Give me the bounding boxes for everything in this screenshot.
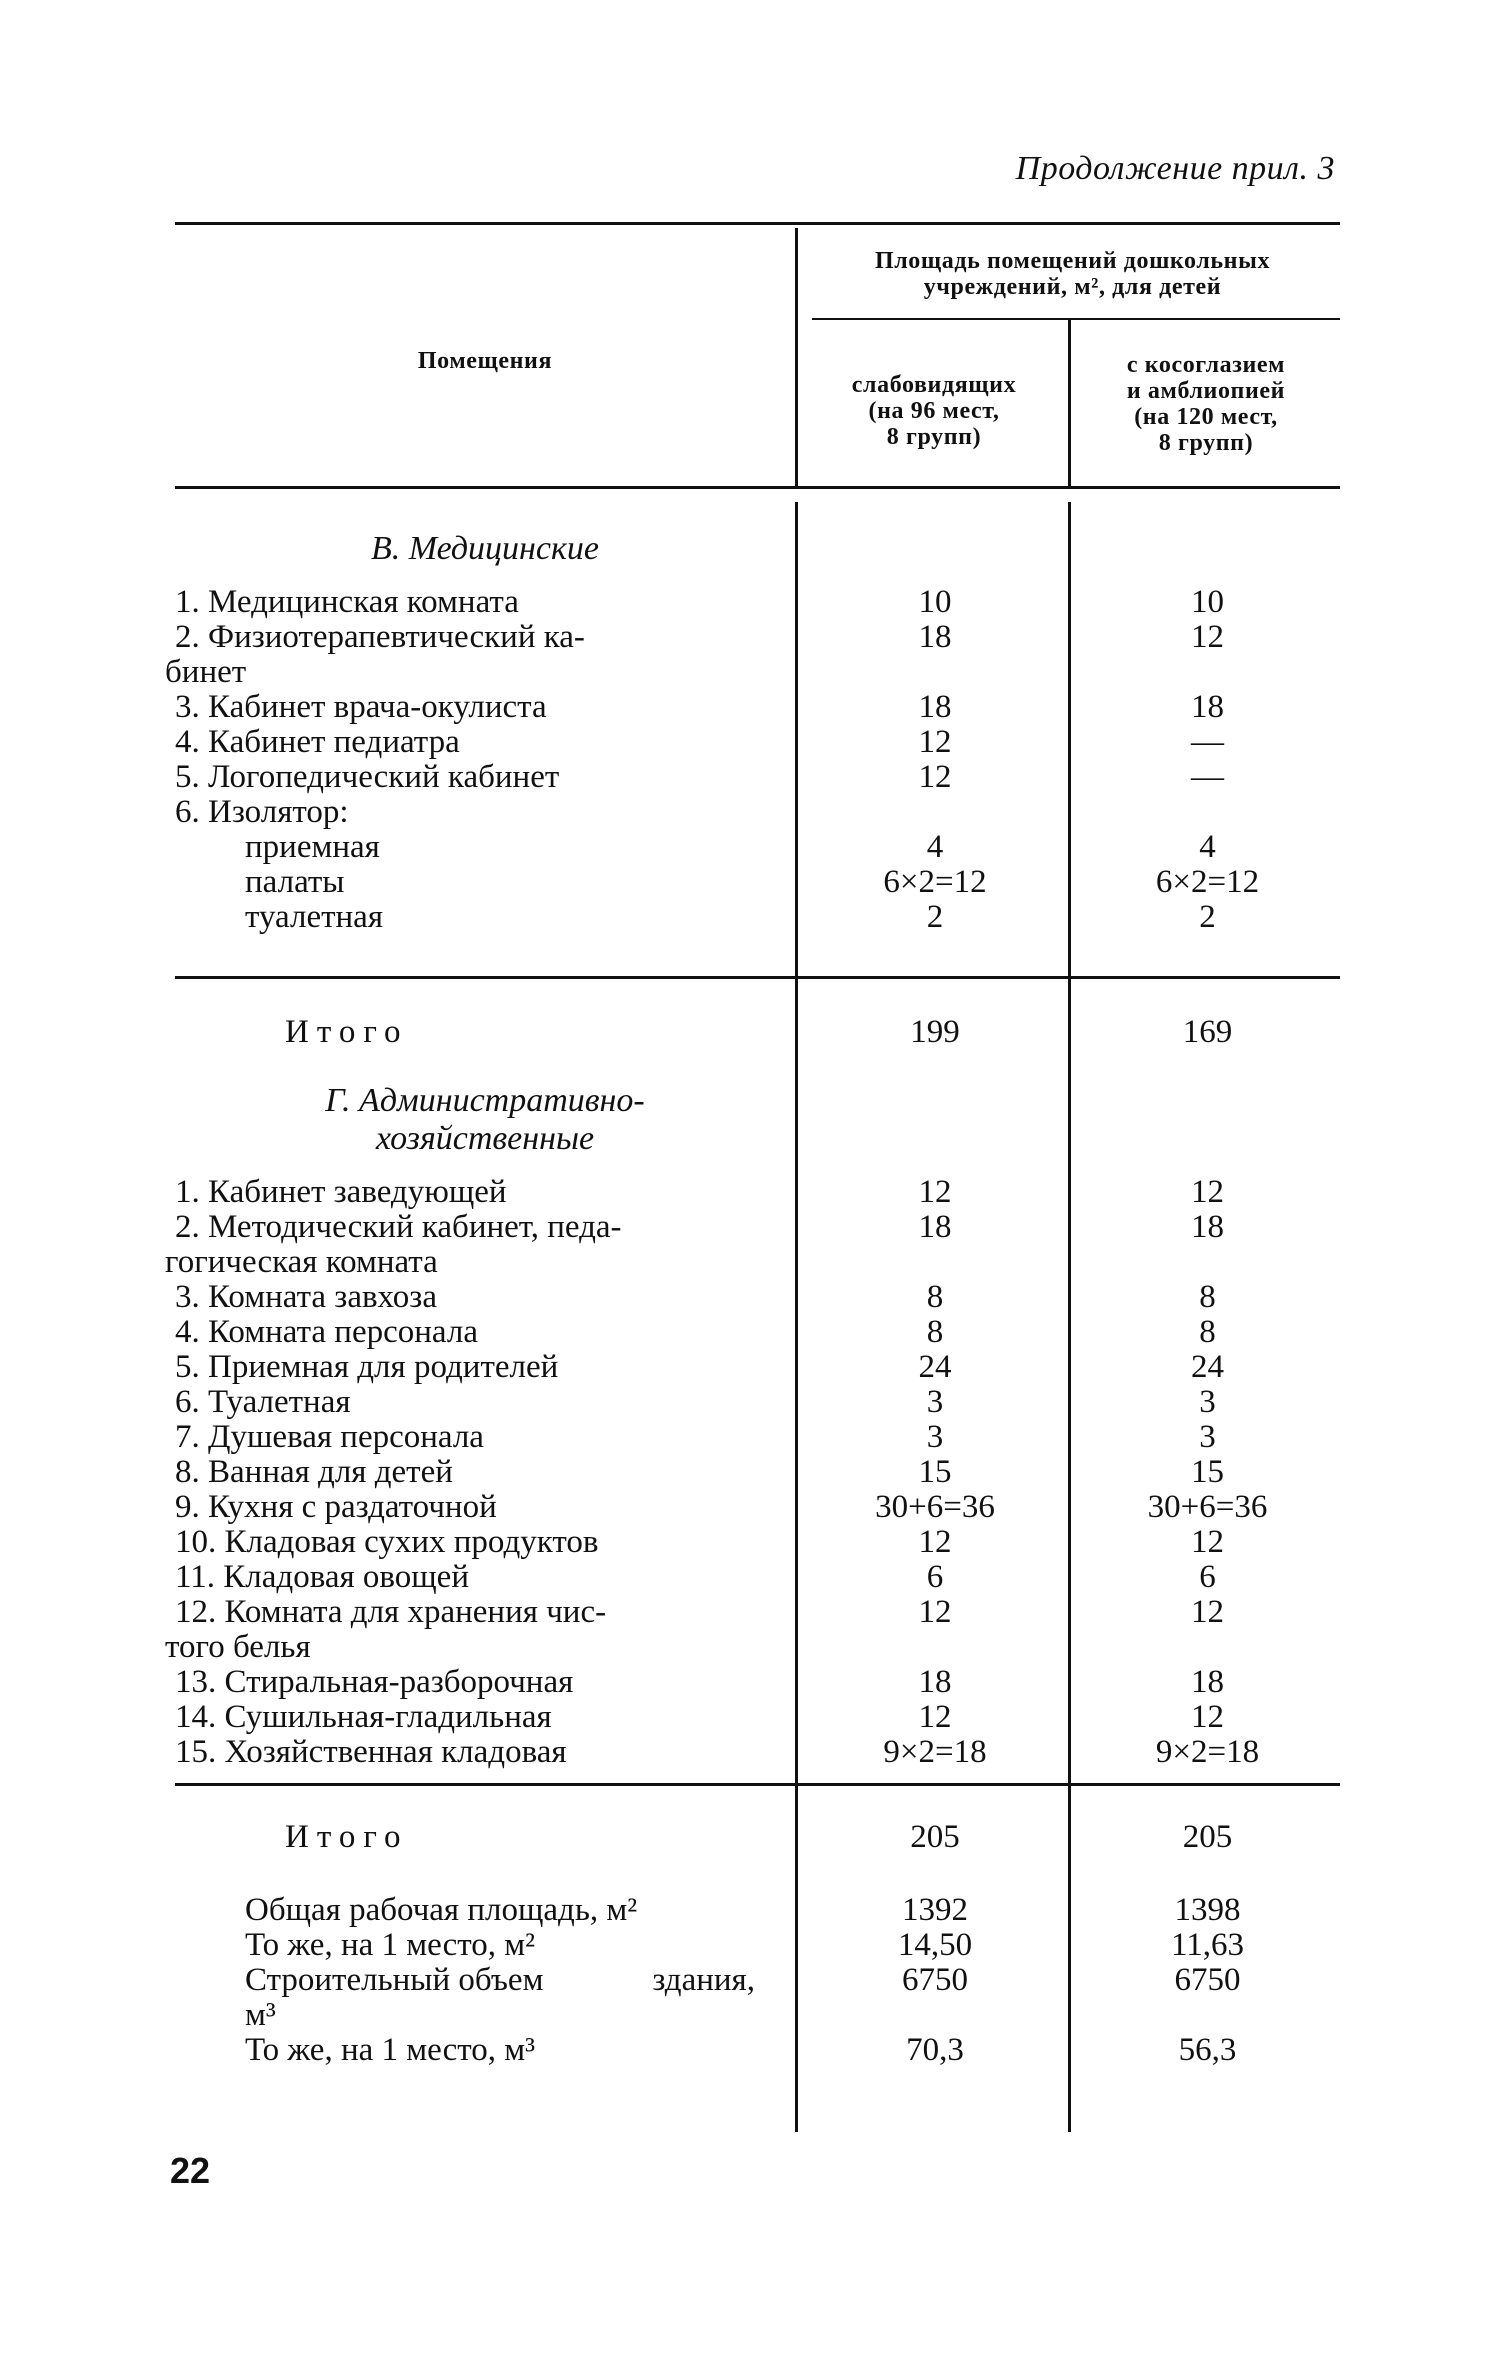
row-value-col2: 9×2=18 bbox=[1155, 1734, 1260, 1770]
summary-value-col2: 11,63 bbox=[1170, 1927, 1245, 1963]
row-value-col2: 12 bbox=[1191, 619, 1224, 655]
row-value-col1: 12 bbox=[918, 759, 952, 795]
total-label: Итого bbox=[285, 1819, 409, 1855]
row-value-col1: 12 bbox=[918, 1174, 952, 1210]
row-value-col2: 12 bbox=[1191, 1524, 1224, 1560]
row-value-col1: 8 bbox=[926, 1314, 944, 1350]
total-value-col2: 205 bbox=[1182, 1819, 1233, 1855]
row-label: 3. Комната завхоза bbox=[175, 1279, 437, 1315]
row-value-col2: 3 bbox=[1199, 1384, 1216, 1420]
row-label: 10. Кладовая сухих продуктов bbox=[175, 1524, 599, 1560]
row-value-col2: 15 bbox=[1191, 1454, 1224, 1490]
summary-label: То же, на 1 место, м³ bbox=[245, 2032, 536, 2068]
table-top-rule bbox=[175, 222, 1340, 225]
total-value-col2: 169 bbox=[1182, 1014, 1233, 1050]
row-label-number: 2. bbox=[175, 619, 200, 655]
header-bottom-rule bbox=[175, 486, 1340, 489]
row-label-line-2: гогическая комната bbox=[165, 1244, 438, 1280]
row-value-col2: 6×2=12 bbox=[1155, 864, 1260, 900]
summary-label: То же, на 1 место, м² bbox=[245, 1927, 536, 1963]
row-label: 4. Кабинет педиатра bbox=[175, 724, 460, 760]
total-value-col1: 199 bbox=[910, 1014, 960, 1050]
row-value-col2: 18 bbox=[1191, 689, 1224, 725]
header-col-visually-impaired bbox=[800, 372, 1068, 450]
summary-label-main: Строительный объем bbox=[245, 1962, 544, 1998]
row-value-col2: 3 bbox=[1199, 1419, 1216, 1455]
row-label-main: 12. Комната для хранения bbox=[175, 1594, 538, 1630]
header-col1-line-3: 8 групп) bbox=[886, 424, 982, 450]
row-value-col1: 12 bbox=[918, 1699, 952, 1735]
summary-label-line-2: м³ bbox=[245, 1997, 276, 2033]
row-label: 1. Кабинет заведующей bbox=[175, 1174, 507, 1210]
row-value-col1: 8 bbox=[926, 1279, 944, 1315]
row-value-col2: 10 bbox=[1191, 584, 1224, 620]
row-value-col1: 4 bbox=[926, 829, 944, 865]
row-value-col2: 12 bbox=[1191, 1174, 1224, 1210]
row-label-hyphenated: чис- bbox=[546, 1594, 607, 1630]
row-value-col2: 18 bbox=[1191, 1664, 1224, 1700]
summary-label: Общая рабочая площадь, м² bbox=[245, 1892, 638, 1928]
row-label: туалетная bbox=[245, 899, 384, 935]
row-value-col1: 30+6=36 bbox=[875, 1489, 995, 1525]
row-label-line-1 bbox=[175, 620, 750, 655]
summary-value-col1: 6750 bbox=[902, 1962, 968, 1998]
row-label-line-1 bbox=[175, 1595, 750, 1630]
header-col2-line-3: (на 120 мест, bbox=[1134, 404, 1278, 430]
section-g-title-line-2: хозяйственные bbox=[375, 1120, 595, 1157]
total-label: Итого bbox=[285, 1014, 409, 1050]
row-value-col1: 12 bbox=[918, 1524, 952, 1560]
row-label: 11. Кладовая овощей bbox=[175, 1559, 469, 1595]
summary-value-col1: 14,50 bbox=[897, 1927, 973, 1963]
row-value-col1: 2 bbox=[926, 899, 944, 935]
row-label: 7. Душевая персонала bbox=[175, 1419, 484, 1455]
row-label-hyphenated: ка- bbox=[543, 619, 585, 655]
row-value-col1: 6 bbox=[926, 1559, 944, 1595]
summary-label-end: здания, bbox=[652, 1962, 755, 1998]
row-label: 9. Кухня с раздаточной bbox=[175, 1489, 497, 1525]
row-label: 3. Кабинет врача-окулиста bbox=[175, 689, 547, 725]
col-divider-1-body bbox=[795, 502, 798, 2132]
row-value-col1: 12 bbox=[918, 1594, 952, 1630]
row-value-col1: 3 bbox=[926, 1384, 944, 1420]
continuation-caption: Продолжение прил. 3 bbox=[1015, 150, 1335, 187]
row-label-line-1: 2. Методический кабинет, педа- bbox=[175, 1209, 622, 1245]
col-divider-2-header bbox=[1068, 320, 1071, 486]
header-col2-line-1: с косоглазием bbox=[1126, 352, 1286, 378]
row-value-col2: 12 bbox=[1191, 1699, 1224, 1735]
summary-value-col2: 56,3 bbox=[1178, 2032, 1237, 2068]
row-value-col2: — bbox=[1191, 759, 1224, 795]
row-value-col2: 18 bbox=[1191, 1209, 1224, 1245]
header-col1-line-2: (на 96 мест, bbox=[868, 398, 1000, 424]
section-v-title: В. Медицинские bbox=[370, 530, 599, 567]
row-value-col1: 18 bbox=[918, 1664, 952, 1700]
header-col2-line-2: и амблиопией bbox=[1126, 378, 1286, 404]
header-group-rule bbox=[812, 318, 1340, 320]
row-label-line-2: того белья bbox=[165, 1629, 311, 1665]
row-label-word: Физиотерапевтический bbox=[208, 619, 536, 655]
summary-label bbox=[245, 1963, 755, 2033]
row-value-col1: 3 bbox=[926, 1419, 944, 1455]
row-value-col2: 12 bbox=[1191, 1594, 1224, 1630]
summary-value-col2: 1398 bbox=[1174, 1892, 1241, 1928]
row-value-col1: 12 bbox=[918, 724, 952, 760]
row-label: 6. Изолятор: bbox=[175, 794, 349, 830]
row-label: 5. Приемная для родителей bbox=[175, 1349, 559, 1385]
header-group-line-1: Площадь помещений дошкольных bbox=[874, 248, 1271, 274]
row-value-col1: 24 bbox=[918, 1349, 952, 1385]
section-g-title-line-1: Г. Административно- bbox=[325, 1082, 645, 1119]
page-number: 22 bbox=[170, 2150, 211, 2191]
row-value-col1: 10 bbox=[918, 584, 952, 620]
summary-label-line-1 bbox=[245, 1963, 755, 1998]
header-col2-line-4: 8 групп) bbox=[1158, 430, 1254, 456]
row-label: 8. Ванная для детей bbox=[175, 1454, 453, 1490]
row-value-col1: 18 bbox=[918, 1209, 952, 1245]
row-label: 4. Комната персонала bbox=[175, 1314, 478, 1350]
row-value-col2: 6 bbox=[1199, 1559, 1216, 1595]
row-value-col2: 24 bbox=[1191, 1349, 1224, 1385]
row-label: 6. Туалетная bbox=[175, 1384, 351, 1420]
row-value-col2: 4 bbox=[1199, 829, 1216, 865]
col-divider-1-header bbox=[795, 228, 798, 486]
row-value-col2: — bbox=[1191, 724, 1224, 760]
row-label: 13. Стиральная-разборочная bbox=[175, 1664, 574, 1700]
row-label: палаты bbox=[245, 864, 345, 900]
section-g-title bbox=[175, 1082, 795, 1158]
summary-value-col2: 6750 bbox=[1174, 1962, 1241, 1998]
row-value-col2: 2 bbox=[1199, 899, 1216, 935]
row-label: 1. Медицинская комната bbox=[175, 584, 519, 620]
row-value-col1: 18 bbox=[918, 619, 952, 655]
section-g-bottom-rule bbox=[175, 1783, 1340, 1786]
row-value-col1: 18 bbox=[918, 689, 952, 725]
summary-value-col1: 70,3 bbox=[906, 2032, 964, 2068]
row-value-col2: 8 bbox=[1199, 1279, 1216, 1315]
header-col1-line-1: слабовидящих bbox=[851, 372, 1017, 398]
row-label: приемная bbox=[245, 829, 380, 865]
row-value-col2: 30+6=36 bbox=[1147, 1489, 1268, 1525]
row-value-col1: 15 bbox=[918, 1454, 952, 1490]
row-label bbox=[165, 1209, 750, 1280]
row-label bbox=[165, 619, 750, 690]
header-col-strabismus bbox=[1072, 352, 1340, 456]
header-group bbox=[805, 248, 1340, 300]
summary-value-col1: 1392 bbox=[902, 1892, 968, 1928]
total-value-col1: 205 bbox=[910, 1819, 960, 1855]
row-value-col1: 9×2=18 bbox=[883, 1734, 987, 1770]
header-rooms: Помещения bbox=[417, 348, 553, 374]
row-value-col2: 8 bbox=[1199, 1314, 1216, 1350]
header-group-line-2: учреждений, м², для детей bbox=[923, 274, 1222, 300]
row-value-col1: 6×2=12 bbox=[883, 864, 987, 900]
row-label-line-2: бинет bbox=[165, 654, 247, 690]
row-label bbox=[165, 1594, 750, 1665]
section-v-bottom-rule bbox=[175, 976, 1340, 979]
row-label: 15. Хозяйственная кладовая bbox=[175, 1734, 567, 1770]
row-label: 14. Сушильная-гладильная bbox=[175, 1699, 552, 1735]
row-label: 5. Логопедический кабинет bbox=[175, 759, 560, 795]
